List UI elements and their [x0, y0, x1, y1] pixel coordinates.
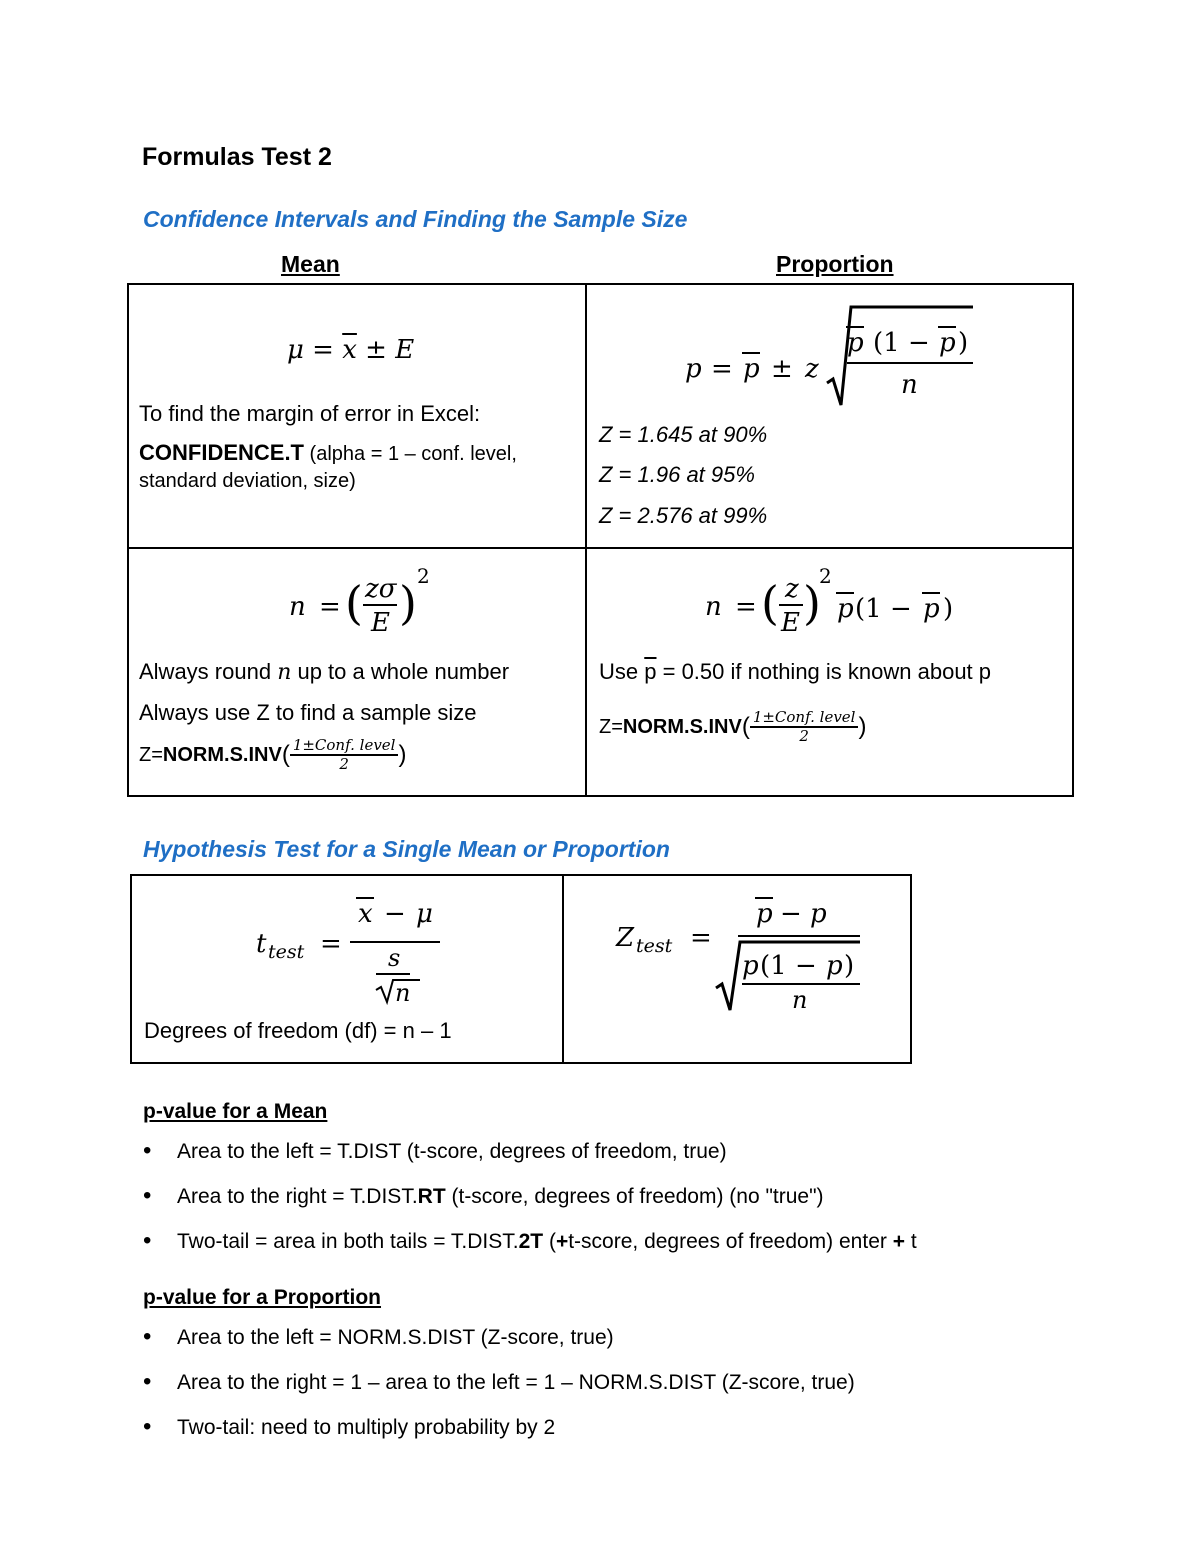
- confidence-t-func: CONFIDENCE.T: [139, 440, 304, 465]
- conf-level-fraction: [750, 709, 859, 746]
- svg-text:p: p: [810, 899, 827, 929]
- svg-text:s: s: [388, 944, 401, 972]
- svg-text:n: n: [792, 986, 808, 1014]
- round-note-part: up to a whole number: [291, 659, 510, 684]
- svg-text:E: E: [371, 608, 390, 638]
- pvalue-mean-list: [143, 1139, 1143, 1274]
- confidence-t-args-cont: standard deviation, size): [139, 470, 356, 492]
- norm-s-inv-func: NORM.S.INV: [162, 743, 282, 766]
- use-p-part: = 0.50 if nothing is known about p: [656, 659, 992, 684]
- svg-text:p: p: [837, 594, 854, 624]
- use-z-note: Always use Z to find a sample size: [139, 700, 477, 725]
- t-test-cell: [131, 875, 563, 1063]
- list-item: [143, 1229, 1143, 1274]
- svg-text:): ): [844, 951, 855, 981]
- svg-text:(1 −: (1 −: [873, 328, 930, 358]
- svg-text:(: (: [345, 576, 363, 630]
- fraction-denominator: 2: [339, 755, 349, 774]
- svg-text:(1 −: (1 −: [855, 594, 912, 624]
- t-test-formula: [250, 886, 450, 1006]
- ci-table: [127, 283, 1074, 797]
- confidence-t-args: (alpha = 1 – conf. level,: [304, 443, 517, 465]
- svg-text:−: −: [384, 899, 406, 929]
- svg-text:=: =: [320, 929, 342, 959]
- svg-text:2: 2: [417, 564, 430, 588]
- z-95-value: Z = 1.96 at 95%: [599, 462, 755, 487]
- item-part-bold: +: [892, 1230, 905, 1253]
- page-title: Formulas Test 2: [142, 143, 332, 171]
- item-part-bold: RT: [417, 1185, 446, 1208]
- svg-text:t: t: [256, 929, 267, 959]
- z-90-value: Z = 1.645 at 90%: [599, 422, 768, 447]
- item-part-bold: +: [555, 1230, 569, 1253]
- prop-n-cell: [586, 548, 1073, 796]
- list-item: • Area to the right = 1 – area to the left = 1 – NORM.S.DIST (Z-score, true): [143, 1370, 1143, 1415]
- svg-text:p: p: [847, 328, 864, 358]
- svg-text:=: =: [711, 354, 733, 384]
- use-p-part: Use: [599, 659, 645, 684]
- svg-text:zσ: zσ: [365, 574, 397, 604]
- mean-n-formula: [279, 557, 439, 639]
- svg-text:p: p: [923, 594, 940, 624]
- svg-text:n: n: [705, 592, 722, 622]
- z-prefix: Z=: [139, 743, 163, 766]
- use-p-note: [599, 659, 991, 685]
- z-prefix: Z=: [599, 715, 623, 738]
- confidence-t-line: [139, 440, 517, 466]
- column-header-proportion: Proportion: [776, 251, 894, 277]
- prop-norm-s-inv-line: Z= NORM.S.INV ( $\frac{\text{1±Conf. level}}{2}$ ): [599, 708, 867, 746]
- list-item: • Area to the left = NORM.S.DIST (Z-score, true): [143, 1325, 1143, 1370]
- fraction-numerator: 1±Conf. level: [290, 737, 399, 756]
- svg-text:): ): [958, 328, 969, 358]
- prop-ci-cell: [586, 284, 1073, 548]
- svg-text:(1 −: (1 −: [760, 951, 817, 981]
- svg-text:(: (: [761, 576, 779, 630]
- svg-text:=: =: [319, 592, 341, 622]
- df-note-part: n – 1: [402, 1018, 452, 1043]
- fraction-numerator: 1±Conf. level: [750, 709, 859, 728]
- list-item: • Two-tail: need to multiply probability by 2: [143, 1415, 1143, 1460]
- pvalue-proportion-label: p-value for a Proportion: [143, 1286, 382, 1309]
- svg-text:): ): [943, 594, 954, 624]
- fraction-denominator: 2: [799, 727, 809, 746]
- list-item: [143, 1184, 1143, 1229]
- svg-text:p: p: [756, 899, 773, 929]
- svg-text:n: n: [289, 592, 306, 622]
- z-test-formula-svg: [614, 886, 874, 1016]
- svg-text:test: test: [268, 941, 305, 963]
- prop-ci-formula: [647, 299, 977, 409]
- svg-text:p: p: [939, 328, 956, 358]
- svg-text:2: 2: [819, 564, 832, 588]
- mean-ci-cell: [128, 284, 586, 548]
- svg-text:test: test: [636, 935, 673, 957]
- excel-margin-intro: To find the margin of error in Excel:: [139, 401, 481, 426]
- svg-text:=: =: [690, 923, 712, 953]
- pvalue-proportion-list: [143, 1325, 1143, 1460]
- svg-text:n: n: [901, 370, 918, 400]
- t-test-formula-svg: [250, 886, 450, 1006]
- svg-text:n: n: [395, 979, 411, 1006]
- column-header-mean: Mean: [281, 251, 340, 277]
- svg-text:p: p: [742, 951, 759, 981]
- df-note-part: Degrees of freedom (df) =: [144, 1018, 403, 1043]
- prop-ci-formula-svg: [647, 299, 977, 409]
- section-heading-hypothesis: Hypothesis Test for a Single Mean or Proportion: [143, 836, 670, 862]
- svg-text:=: =: [735, 592, 757, 622]
- degrees-of-freedom-note: [144, 1018, 452, 1044]
- prop-n-formula: [699, 557, 969, 639]
- svg-text:z: z: [805, 354, 819, 384]
- round-n-note: [139, 659, 509, 685]
- svg-text:z: z: [785, 574, 799, 604]
- norm-s-inv-func: NORM.S.INV: [622, 715, 742, 738]
- svg-text:): ): [803, 576, 821, 630]
- svg-text:p: p: [743, 354, 760, 384]
- round-note-part: Always round: [139, 659, 278, 684]
- svg-text:±: ±: [771, 354, 793, 384]
- svg-text:E: E: [781, 608, 800, 638]
- list-item: • Area to the left = T.DIST (t-score, degrees of freedom, true): [143, 1139, 1143, 1184]
- svg-text:−: −: [780, 899, 802, 929]
- item-part: t-score, degrees of freedom) enter: [568, 1230, 893, 1253]
- item-part-bold: 2T: [518, 1230, 544, 1253]
- round-note-var: n: [277, 660, 292, 685]
- z-99-value: Z = 2.576 at 99%: [599, 503, 768, 528]
- item-part: Area to the right = T.DIST.: [177, 1185, 418, 1208]
- mean-norm-s-inv-line: Z= NORM.S.INV ( $\frac{\text{1±Conf. level}}{2}$ ): [139, 736, 407, 774]
- svg-text:): ): [399, 576, 417, 630]
- pvalue-mean-label: p-value for a Mean: [143, 1100, 328, 1123]
- prop-n-formula-svg: [699, 557, 969, 639]
- hypothesis-table: [130, 874, 912, 1064]
- mean-n-formula-svg: [279, 557, 439, 639]
- svg-text:Z: Z: [616, 923, 635, 953]
- svg-text:p: p: [685, 354, 702, 384]
- mean-ci-formula: $\mu = \overline{x} \pm E$: [287, 335, 415, 365]
- mean-n-cell: [128, 548, 586, 796]
- item-part: Two-tail = area in both tails = T.DIST.: [177, 1230, 519, 1253]
- item-part: (t-score, degrees of freedom) (no "true"): [445, 1185, 824, 1208]
- use-p-var: $\overline{p}$: [644, 659, 657, 684]
- item-part: (: [543, 1230, 556, 1253]
- svg-text:p: p: [826, 951, 843, 981]
- conf-level-fraction: [290, 737, 399, 774]
- section-heading-ci: Confidence Intervals and Finding the Sample Size: [143, 206, 688, 232]
- z-test-cell: [563, 875, 911, 1063]
- item-part: t: [904, 1230, 917, 1253]
- z-test-formula: [614, 886, 874, 1016]
- svg-text:μ: μ: [416, 899, 433, 929]
- svg-text:x: x: [358, 899, 373, 929]
